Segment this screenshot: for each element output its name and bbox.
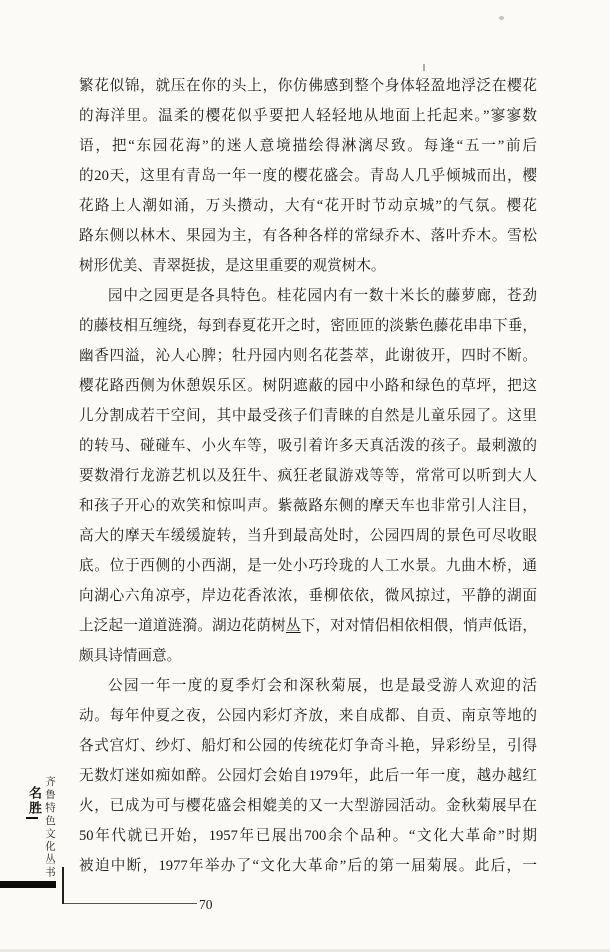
text-line: 的转马、碰碰车、小火车等，吸引着许多天真活泼的孩子。最刺激的 [79, 438, 537, 454]
text-line: 各式宫灯、纱灯、船灯和公园的传统花灯争奇斗艳，异彩纷呈，引得 [79, 738, 537, 754]
text-line: 高大的摩天车缓缓旋转，当升到最高处时，公园四周的景色可尽收眼 [79, 528, 537, 544]
sidebar-series-title: 齐鲁特色文化丛书 [44, 776, 55, 880]
sidebar-volume-underline [26, 817, 38, 819]
text-line: 要数滑行龙游艺机以及狂牛、疯狂老鼠游戏等等，常常可以听到大人 [79, 468, 537, 484]
text-line: 的海洋里。温柔的樱花似乎要把人轻轻地从地面上托起来。”寥寥数 [79, 108, 537, 124]
text-line: 的藤枝相互缠绕，每到春夏花开之时，密匝匝的淡紫色藤花串串下垂， [79, 318, 537, 334]
text-line: 火，已成为可与樱花盛会相媲美的又一大型游园活动。金秋菊展早在 [79, 798, 537, 814]
page-body-text [79, 71, 537, 881]
text-line: 向湖心六角凉亭，岸边花香浓浓，垂柳依依，微风掠过，平静的湖面 [79, 588, 537, 604]
text-line: 幽香四溢，沁人心脾；牡丹园内则名花荟萃，此谢彼开，四时不断。 [79, 348, 537, 364]
underlined-character: 丛 [285, 618, 301, 634]
text-line: 樱花路西侧为休憩娱乐区。树阴遮蔽的园中小路和绿色的草坪，把这 [79, 378, 537, 394]
text-line: 50年代就已开始，1957年已展出700余个品种。“文化大革命”时期 [79, 828, 537, 844]
text-line: 树形优美、青翠挺拔，是这里重要的观赏树木。 [79, 258, 386, 274]
text-line: 底。位于西侧的小西湖，是一处小巧玲珑的人工水景。九曲木桥，通 [79, 558, 537, 574]
text-line: 无数灯迷如痴如醉。公园灯会始自1979年，此后一年一度，越办越红 [79, 768, 537, 784]
scan-speck [423, 64, 425, 71]
page-number: 70 [199, 897, 213, 912]
text-line: 花路上人潮如涌，万头攒动，大有“花开时节动京城”的气氛。樱花 [79, 198, 537, 214]
text-line: 颇具诗情画意。 [79, 648, 182, 664]
text-line: 语，把“东园花海”的迷人意境描绘得淋漓尽致。每逢“五一”前后 [79, 138, 537, 154]
text-line: 儿分割成若干空间，其中最受孩子们青睐的自然是儿童乐园了。这里 [79, 408, 537, 424]
text-line: 繁花似锦，就压在你的头上，你仿佛感到整个身体轻盈地浮泛在樱花 [79, 78, 537, 94]
text-line: 公园一年一度的夏季灯会和深秋菊展，也是最受游人欢迎的活 [108, 678, 537, 694]
scan-speck [499, 16, 504, 20]
text-line: 的20天，这里有青岛一年一度的樱花盛会。青岛人几乎倾城而出，樱 [79, 168, 537, 184]
text-line: 上泛起一道道涟漪。湖边花荫树丛下，对对情侣相依相偎，悄声低语， [79, 618, 537, 634]
footer-vertical-rule [62, 867, 64, 904]
footer-horizontal-rule [64, 903, 197, 904]
text-line: 动。每年仲夏之夜，公园内彩灯齐放，来自成都、自贡、南京等地的 [79, 708, 537, 724]
text-line: 路东侧以林木、果园为主，有各种各样的常绿乔木、落叶乔木。雪松 [79, 228, 537, 244]
footer-black-bar [0, 881, 56, 888]
text-line: 和孩子开心的欢笑和惊叫声。紫薇路东侧的摩天车也非常引人注目， [79, 498, 537, 514]
text-line: 园中之园更是各具特色。桂花园内有一数十米长的藤萝廊，苍劲 [108, 288, 537, 304]
text-line: 被迫中断，1977年举办了“文化大革命”后的第一届菊展。此后，一 [79, 858, 537, 874]
sidebar-volume-label: 名胜 [27, 786, 42, 816]
